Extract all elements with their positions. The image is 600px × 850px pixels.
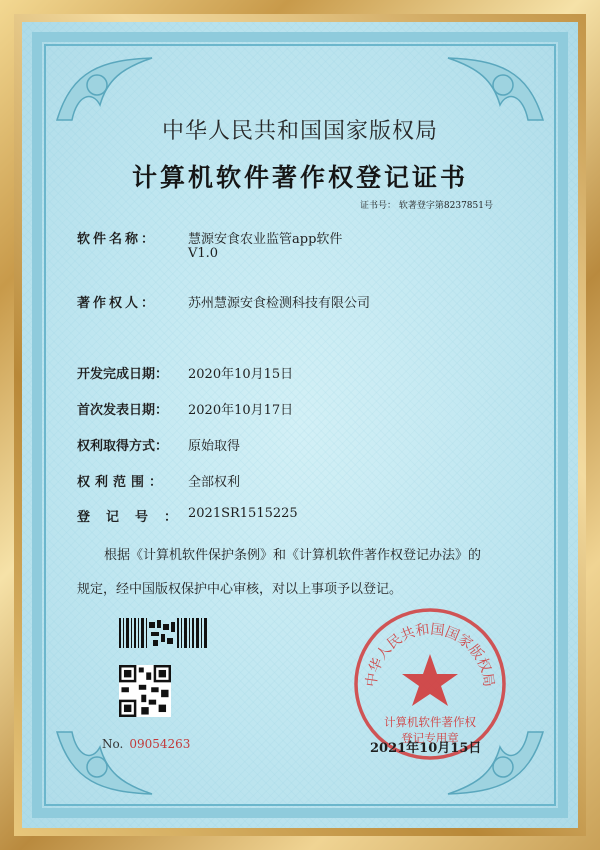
scope-label: 权利范围： [77,475,168,490]
publish-date-label: 首次发表日期： [77,403,169,418]
statement-line-1: 根据《计算机软件保护条例》和《计算机软件著作权登记办法》的 [104,548,482,563]
software-name-value: 慧源安食农业监管app软件 [188,232,343,247]
software-version-value: V1.0 [188,246,219,261]
certificate-title: 计算机软件著作权登记证书 [131,163,468,192]
statement-line-2: 规定，经中国版权保护中心审核，对以上事项予以登记。 [77,582,403,597]
certificate-number-value: 软著登字第8237851号 [398,201,493,211]
registration-label: 登记号： [77,510,194,525]
certificate-paper [22,22,578,828]
seal-inner-line-1: 计算机软件著作权 [384,715,476,729]
serial-number [102,737,190,751]
issuing-authority: 中华人民共和国国家版权局 [161,119,438,144]
software-name-label: 软件名称： [77,232,158,247]
owner-value: 苏州慧源安食检测科技有限公司 [188,296,371,311]
owner-label: 著作权人： [77,296,158,311]
seal-inner-line-2: 登记专用章 [401,731,459,745]
issue-date: 2021年10月15日 [370,741,482,756]
certificate-number-label: 证书号： [360,201,397,211]
serial-number-value: 09054263 [129,737,191,751]
seal-ring-text: 中华人民共和国国家版权局 [363,621,497,688]
certificate-number [360,198,493,211]
corner-ornament-bottom-left-icon [52,722,162,802]
qr-code-icon [119,665,171,717]
barcode-icon [119,618,209,648]
scope-value: 全部权利 [188,475,241,490]
publish-date-value: 2020年10月17日 [188,403,294,418]
acquisition-value: 原始取得 [188,439,241,454]
registration-value: 2021SR1515225 [188,506,298,521]
completion-date-value: 2020年10月15日 [188,367,294,382]
acquisition-label: 权利取得方式： [77,439,169,454]
completion-date-label: 开发完成日期： [77,367,169,382]
serial-number-label: No. [102,737,124,751]
